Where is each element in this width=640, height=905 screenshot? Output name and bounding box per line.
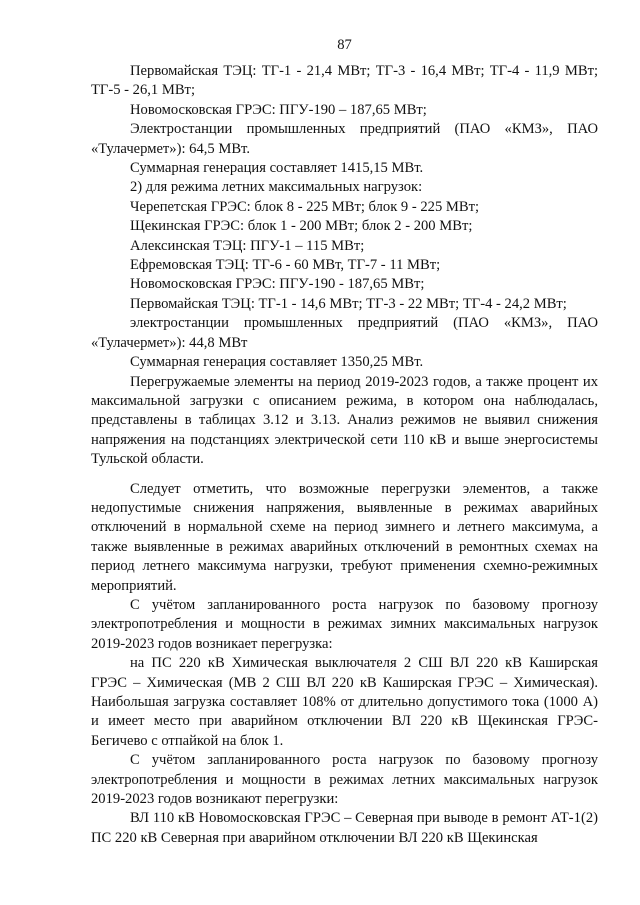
paragraph: Первомайская ТЭЦ: ТГ-1 - 21,4 МВт; ТГ-3 - 16,4 МВт; ТГ-4 - 11,9 МВт; ТГ-5 - 26,1 МВт; (91, 63, 598, 99)
paragraph: Щекинская ГРЭС: блок 1 - 200 МВт; блок 2 - 200 МВт; (130, 218, 473, 235)
page-number: 87 (337, 37, 352, 53)
paragraph: на ПС 220 кВ Химическая выключателя 2 СШ ВЛ 220 кВ Каширская ГРЭС – Химическая (МВ 2 СШ ВЛ 220 кВ Каширская ГРЭС – Химическая). Наибольшая загрузка составляет 108% от длительно допустимого тока (1000 А) и имеет место при аварийном отключении ВЛ 220 кВ Щекинская ГРЭС-Бегичево с отпайкой на блок 1. (91, 655, 598, 749)
paragraph: Электростанции промышленных предприятий (ПАО «КМЗ», ПАО «Тулачермет»): 64,5 МВт. (91, 121, 598, 157)
document-body (91, 62, 598, 848)
paragraph: Суммарная генерация составляет 1350,25 МВт. (130, 354, 424, 371)
paragraph: Следует отметить, что возможные перегрузки элементов, а также недопустимые снижения напряжения, выявленные в режимах аварийных отключений в нормальной схеме на период зимнего и летнего максимума, а также выявленные в режимах аварийных отключений в ремонтных схемах на период летнего максимума нагрузки, требуют применения схемно-режимных мероприятий. (91, 480, 598, 594)
paragraph: Алексинская ТЭЦ: ПГУ-1 – 115 МВт; (130, 237, 365, 254)
paragraph: Черепетская ГРЭС: блок 8 - 225 МВт; блок 9 - 225 МВт; (130, 198, 480, 215)
paragraph: Первомайская ТЭЦ: ТГ-1 - 14,6 МВт; ТГ-3 - 22 МВт; ТГ-4 - 24,2 МВт; (130, 295, 567, 312)
paragraph: ВЛ 110 кВ Новомосковская ГРЭС – Северная при выводе в ремонт АТ-1(2) ПС 220 кВ Северная при аварийном отключении ВЛ 220 кВ Щекинская (91, 810, 598, 846)
paragraph: Суммарная генерация составляет 1415,15 МВт. (130, 160, 424, 177)
paragraph: Перегружаемые элементы на период 2019-2023 годов, а также процент их максимальной загрузки с описанием режима, в котором она наблюдалась, представлены в таблицах 3.12 и 3.13. Анализ режимов не выявил снижения напряжения на подстанциях электрической сети 110 кВ и выше энергосистемы Тульской области. (91, 373, 598, 468)
paragraph: электростанции промышленных предприятий (ПАО «КМЗ», ПАО «Тулачермет»): 44,8 МВт (91, 315, 598, 351)
paragraph: С учётом запланированного роста нагрузок по базовому прогнозу электропотребления и мощности в режимах зимних максимальных нагрузок 2019-2023 годов возникает перегрузка: (91, 596, 598, 652)
paragraph: Новомосковская ГРЭС: ПГУ-190 - 187,65 МВт; (130, 276, 425, 293)
paragraph: Ефремовская ТЭЦ: ТГ-6 - 60 МВт, ТГ-7 - 11 МВт; (130, 257, 441, 274)
paragraph: Новомосковская ГРЭС: ПГУ-190 – 187,65 МВт; (130, 101, 427, 118)
paragraph: С учётом запланированного роста нагрузок по базовому прогнозу электропотребления и мощности в режимах летних максимальных нагрузок 2019-2023 годов возникают перегрузки: (91, 752, 598, 808)
paragraph: 2) для режима летних максимальных нагрузок: (130, 179, 423, 196)
